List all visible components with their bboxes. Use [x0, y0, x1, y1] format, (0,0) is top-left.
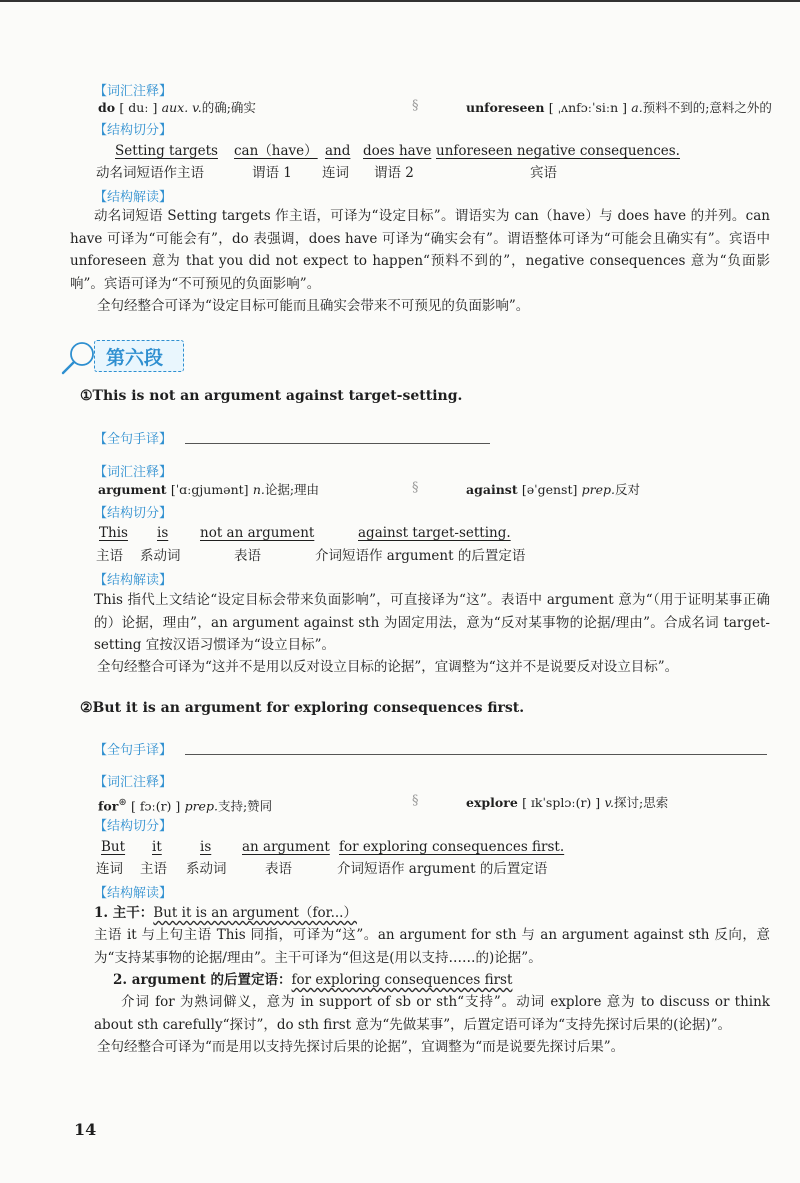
split-role: 连词: [322, 165, 349, 181]
structure-explain-header: 【结构解读】: [94, 190, 173, 205]
vocab-pos: prep.: [184, 798, 218, 814]
vocab-pos: n.: [252, 482, 265, 497]
vocab-entry-unforeseen: [466, 96, 772, 120]
structure-explain-header: 【结构解读】: [94, 886, 173, 901]
split-role: 谓语 2: [374, 165, 414, 181]
structure-split-header: 【结构切分】: [94, 506, 173, 521]
explain-summary: 全句经整合可译为“设定目标可能而且确实会带来不可预见的负面影响”。: [97, 298, 530, 314]
vocab-phonetic: [ fɔː(r) ]: [131, 798, 181, 814]
vocab-pos: a.: [631, 100, 643, 115]
vocab-header: 【词汇注释】: [94, 84, 173, 99]
explain-summary: 全句经整合可译为“这并不是用以反对设立目标的论据”，宜调整为“这并不是说要反对设立目标”。: [97, 659, 679, 675]
vocab-entry-explore: [466, 791, 668, 815]
split-role: 谓语 1: [252, 165, 292, 181]
vocab-meaning: 论据;理由: [264, 482, 320, 497]
split-role: 连词: [96, 861, 123, 877]
vocab-word: argument: [98, 482, 167, 497]
split-word: not an argument: [200, 525, 315, 541]
paragraph-title-block: [60, 338, 190, 374]
point-2-heading: [113, 969, 512, 992]
separator-mark: §: [412, 98, 419, 113]
vocab-phonetic: [ˈɑːgjumənt]: [170, 482, 249, 497]
vocab-word: do: [98, 100, 116, 115]
top-rule: [0, 0, 800, 2]
vocab-header: 【词汇注释】: [94, 775, 173, 790]
split-word: unforeseen negative consequences.: [436, 143, 680, 159]
structure-explain-header: 【结构解读】: [94, 573, 173, 588]
vocab-meaning: 支持;赞同: [217, 798, 273, 814]
translation-blank-line: [185, 443, 490, 444]
vocab-word: explore: [466, 795, 518, 810]
separator-mark: §: [412, 480, 419, 495]
split-word: does have: [363, 143, 432, 159]
vocab-entry-do: [98, 96, 256, 120]
split-word: is: [200, 839, 212, 855]
sentence-2-title: ②But it is an argument for exploring consequences first.: [80, 700, 525, 716]
rare-meaning-icon: ⊛: [118, 797, 127, 808]
vocab-header: 【词汇注释】: [94, 465, 173, 480]
point-1-heading: [94, 902, 357, 925]
split-role: 宾语: [530, 165, 557, 181]
split-word: can（have）: [234, 143, 318, 159]
translation-blank-line: [185, 754, 767, 755]
full-translation-header: 【全句手译】: [94, 743, 173, 758]
split-role: 系动词: [140, 548, 181, 564]
vocab-pos: prep.: [581, 482, 616, 497]
structure-split-header: 【结构切分】: [94, 819, 173, 834]
split-word: and: [325, 143, 351, 159]
vocab-meaning: 探讨;思索: [614, 795, 669, 810]
vocab-entry-against: [466, 478, 640, 502]
point-example: But it is an argument（for...）: [153, 905, 357, 921]
point-2-text: 介词 for 为熟词僻义，意为 in support of sb or sth“支持”。动词 explore 意为 to discuss or think about sth carefully“探讨”，do sth first 意为“先做某事”，后置定语可译为“支持先探讨后果的(论据)”。: [94, 994, 770, 1033]
vocab-phonetic: [ ˌʌnfɔːˈsiːn ]: [548, 100, 627, 115]
point-1-text: 主语 it 与上句主语 This 同指，可译为“这”。an argument for sth 与 an argument against sth 反向，意为“支持某事物的论据/理由”。主干可译为“但这是(用以支持……的)论据”。: [94, 927, 770, 966]
vocab-pos: aux. v.: [161, 100, 202, 115]
separator-mark: §: [412, 793, 419, 808]
vocab-word: unforeseen: [466, 100, 545, 115]
split-word: This: [99, 525, 128, 541]
explain-paragraph: This 指代上文结论“设定目标会带来负面影响”，可直接译为“这”。表语中 argument 意为“（用于证明某事正确的）论据，理由”，an argument against sth 为固定用法，意为“反对某事物的论据/理由”。合成名词 target-setting 宜按汉语习惯译为“设立目标”。: [94, 592, 770, 653]
split-role: 动名词短语作主语: [96, 165, 204, 181]
full-translation-header: 【全句手译】: [94, 432, 173, 447]
explain-paragraph: 动名词短语 Setting targets 作主语，可译为“设定目标”。谓语实为 can（have）与 does have 的并列。can have 可译为“可能会有”，do 表强调，does have 可译为“确实会有”。谓语整体可译为“可能会且确实有”。宾语中 unforeseen 意为 that you did not expect to happen“预料不到的”，negative consequences 意为“负面影响”。宾语可译为“不可预见的负面影响”。: [70, 208, 770, 292]
split-role: 系动词: [186, 861, 227, 877]
sentence-1-title: ①This is not an argument against target-setting.: [80, 388, 463, 404]
vocab-phonetic: [ duː ]: [119, 100, 158, 115]
split-word: an argument: [242, 839, 330, 855]
split-role: 主语: [96, 548, 123, 564]
vocab-meaning: 反对: [615, 482, 641, 497]
vocab-word: for: [98, 798, 119, 814]
paragraph-title: 第六段: [106, 347, 164, 369]
vocab-meaning: 预料不到的;意料之外的: [642, 100, 772, 115]
split-role: 主语: [140, 861, 167, 877]
split-role: 介词短语作 argument 的后置定语: [315, 548, 526, 564]
split-role: 表语: [234, 548, 261, 564]
split-role: 介词短语作 argument 的后置定语: [337, 861, 548, 877]
vocab-meaning: 的确;确实: [201, 100, 256, 115]
point-example: for exploring consequences first: [291, 972, 513, 988]
split-word: it: [152, 839, 162, 855]
explain-summary: 全句经整合可译为“而是用以支持先探讨后果的论据”，宜调整为“而是说要先探讨后果”。: [97, 1039, 625, 1055]
vocab-pos: v.: [604, 795, 615, 810]
vocab-entry-argument: [98, 478, 319, 502]
vocab-word: against: [466, 482, 518, 497]
page-number: 14: [74, 1120, 97, 1139]
split-word: Setting targets: [115, 143, 218, 159]
structure-split-header: 【结构切分】: [94, 123, 173, 138]
split-role: 表语: [265, 861, 292, 877]
point-label: 2. argument 的后置定语：: [113, 972, 292, 988]
vocab-phonetic: [əˈgenst]: [521, 482, 578, 497]
point-label: 1. 主干：: [94, 905, 154, 921]
split-word: for exploring consequences first.: [339, 839, 565, 855]
vocab-phonetic: [ ɪkˈsplɔː(r) ]: [522, 795, 601, 810]
split-word: against target-setting.: [358, 525, 511, 541]
split-word: But: [101, 839, 126, 855]
split-word: is: [157, 525, 169, 541]
